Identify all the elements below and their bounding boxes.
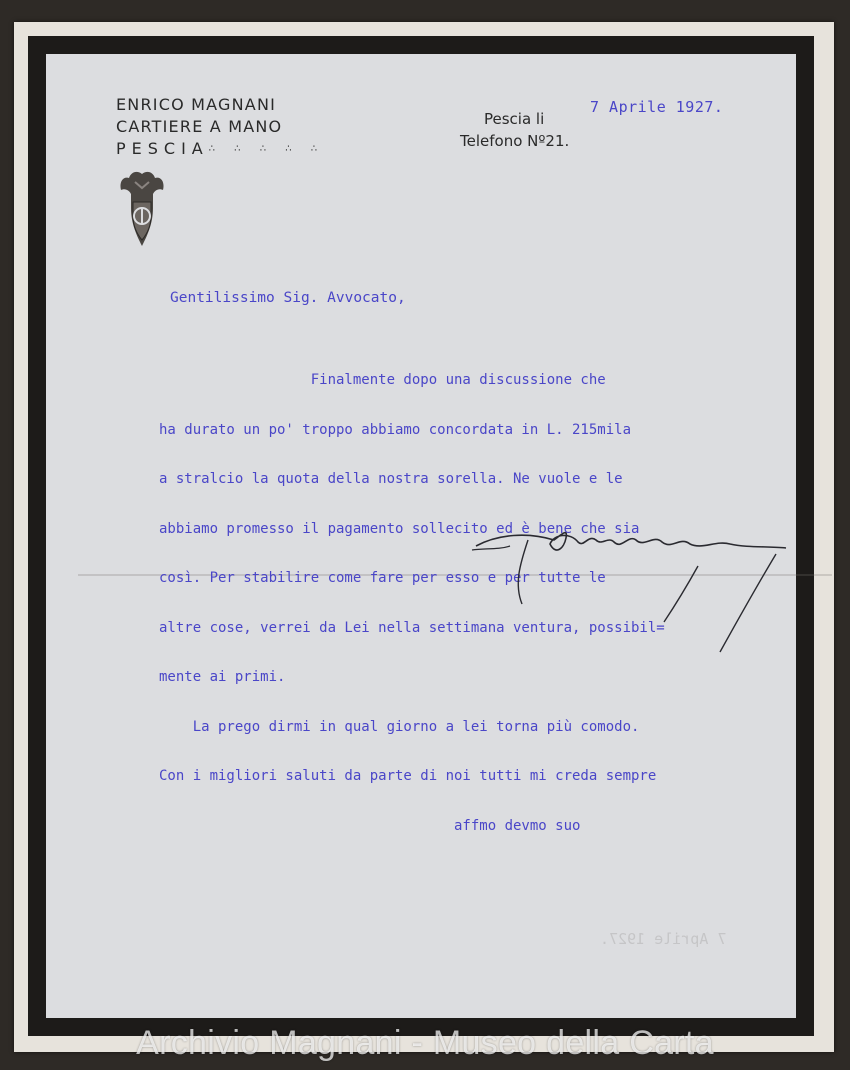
- body-line: altre cose, verrei da Lei nella settimana ventura, possibil=: [159, 619, 665, 636]
- archive-watermark: Archivio Magnani - Museo della Carta: [136, 1024, 714, 1062]
- body-line: affmo devmo suo: [159, 817, 581, 834]
- body-line: abbiamo promesso il pagamento sollecito ed è bene che sia: [159, 520, 640, 537]
- body-line: Con i migliori saluti da parte di noi tutti mi creda sempre: [159, 768, 657, 784]
- place-label: Pescia li: [484, 110, 545, 128]
- body-line: mente ai primi.: [159, 669, 286, 685]
- show-through-date: 7 Aprile 1927.: [600, 930, 727, 948]
- body-line: così. Per stabilire come fare per esso e per tutte le: [159, 570, 606, 586]
- body-line: ha durato un po' troppo abbiamo concordata in L. 215mila: [159, 421, 632, 438]
- body-line: Finalmente dopo una discussione che: [159, 372, 606, 388]
- salutation: Gentilissimo Sig. Avvocato,: [170, 290, 406, 306]
- eagle-shield-emblem-icon: [117, 168, 167, 250]
- letterhead-company: ENRICO MAGNANI: [116, 95, 277, 114]
- body-line: a stralcio la quota della nostra sorella. Ne vuole e le: [159, 471, 623, 487]
- letterhead-city-line: [116, 138, 325, 161]
- letterhead-trade: CARTIERE A MANO: [116, 117, 283, 136]
- letter-date: 7 Aprile 1927.: [590, 98, 724, 116]
- letterhead: [116, 94, 325, 161]
- handwritten-signature: [458, 504, 788, 664]
- phone-label: Telefono Nº21.: [460, 132, 570, 150]
- place-and-phone: [460, 108, 569, 152]
- letterhead-city: PESCIA: [116, 139, 209, 158]
- letterhead-dots: ∴ ∴ ∴ ∴ ∴: [208, 143, 326, 155]
- body-line: La prego dirmi in qual giorno a lei torna più comodo.: [159, 718, 640, 735]
